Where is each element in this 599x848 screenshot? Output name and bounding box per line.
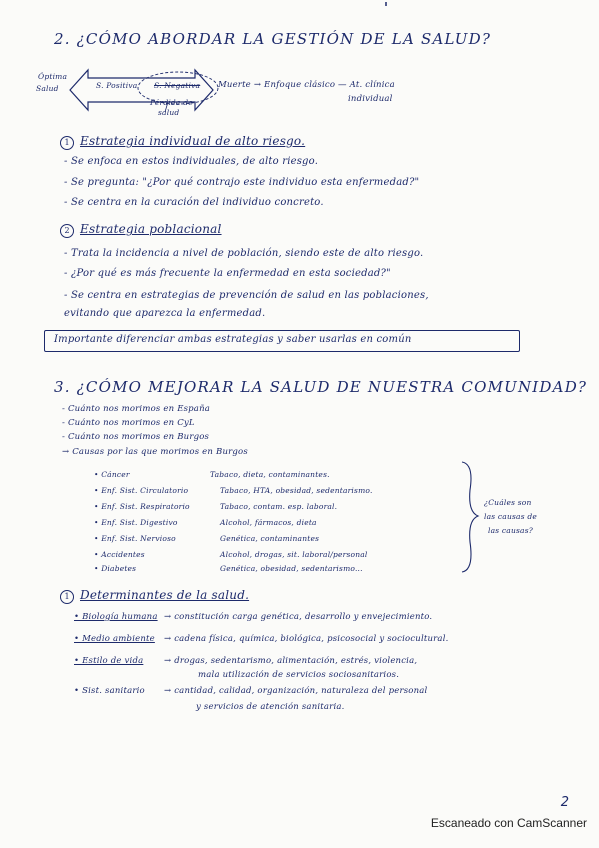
scanner-footer: Escaneado con CamScanner <box>430 816 587 830</box>
strategy2-bullet-1: - Trata la incidencia a nivel de población, siendo este de alto riesgo. <box>64 248 424 259</box>
cause-factors: Tabaco, HTA, obesidad, sedentarismo. <box>220 486 373 495</box>
brace <box>462 462 478 572</box>
section3-bullet-2: - Cuánto nos morimos en CyL <box>62 418 195 428</box>
brace-note-2: las causas de <box>484 512 537 521</box>
section3-title: 3. ¿CÓMO MEJORAR LA SALUD DE NUESTRA COMUNIDAD? <box>54 378 588 396</box>
section2-title: 2. ¿CÓMO ABORDAR LA GESTIÓN DE LA SALUD? <box>54 30 492 48</box>
strategy2-heading: Estrategia poblacional <box>80 222 222 236</box>
cause-name: • Accidentes <box>94 550 145 559</box>
diagram-chain: Muerte → Enfoque clásico — At. clínica <box>218 80 395 90</box>
diagram-left-label: Óptima <box>38 72 68 81</box>
determinant-desc-2: y servicios de atención sanitaria. <box>196 702 345 712</box>
strategy2-bullet-3: - Se centra en estrategias de prevención de salud en las poblaciones, <box>64 290 429 301</box>
strategy1-bullet-3: - Se centra en la curación del individuo concreto. <box>64 197 324 208</box>
determinant-name: • Sist. sanitario <box>74 686 145 696</box>
cause-name: • Enf. Sist. Nervioso <box>94 534 176 543</box>
cause-factors: Tabaco, contam. esp. laboral. <box>220 502 338 511</box>
strategy1-bullet-2: - Se pregunta: "¿Por qué contrajo este individuo esta enfermedad?" <box>64 177 420 188</box>
strategy2-number: 2 <box>60 224 74 238</box>
strategy1-bullet-1: - Se enfoca en estos individuales, de alto riesgo. <box>64 156 319 167</box>
cause-name: • Cáncer <box>94 470 130 479</box>
cause-factors: Genética, contaminantes <box>220 534 320 543</box>
arrow-left-label: S. Positiva <box>96 81 138 90</box>
strategy2-bullet-2: - ¿Por qué es más frecuente la enfermedad en esta sociedad?" <box>64 268 391 279</box>
determinant-desc: → drogas, sedentarismo, alimentación, estrés, violencia, <box>164 656 418 666</box>
strategy2-bullet-4: evitando que aparezca la enfermedad. <box>64 308 266 319</box>
diagram-left-label-2: Salud <box>36 84 59 93</box>
cause-name: • Diabetes <box>94 564 137 573</box>
determinant-name: • Biología humana <box>74 612 158 622</box>
determinant-desc-2: mala utilización de servicios sociosanitarios. <box>198 670 400 680</box>
note-text: Importante diferenciar ambas estrategias y saber usarlas en común <box>54 334 412 345</box>
determinants-heading: Determinantes de la salud. <box>80 588 250 602</box>
determinant-name: • Medio ambiente <box>74 634 155 644</box>
determinant-desc: → cantidad, calidad, organización, naturaleza del personal <box>164 686 428 696</box>
brace-note-1: ¿Cuáles son <box>484 498 532 507</box>
section3-bullet-4: → Causas por las que morimos en Burgos <box>62 447 248 457</box>
cause-factors: Alcohol, drogas, sit. laboral/personal <box>220 550 368 559</box>
determinant-desc: → constitución carga genética, desarrollo y envejecimiento. <box>164 612 433 622</box>
page-number: 2 <box>560 795 569 810</box>
determinant-name: • Estilo de vida <box>74 656 144 666</box>
section3-bullet-1: - Cuánto nos morimos en España <box>62 404 211 414</box>
strategy1-number: 1 <box>60 136 74 150</box>
cause-factors: Tabaco, dieta, contaminantes. <box>210 470 330 479</box>
cause-factors: Genética, obesidad, sedentarismo... <box>220 564 363 573</box>
determinant-desc: → cadena física, química, biológica, psicosocial y sociocultural. <box>164 634 449 644</box>
determinants-number: 1 <box>60 590 74 604</box>
under-label-1: Pérdida de <box>150 98 193 107</box>
under-label-2: salud <box>158 108 180 117</box>
cause-factors: Alcohol, fármacos, dieta <box>220 518 317 527</box>
strategy1-heading: Estrategia individual de alto riesgo. <box>80 134 306 148</box>
section3-bullet-3: - Cuánto nos morimos en Burgos <box>62 432 210 442</box>
brace-note-3: las causas? <box>488 526 533 535</box>
cause-name: • Enf. Sist. Digestivo <box>94 518 178 527</box>
arrow-right-label: S. Negativa <box>154 81 201 90</box>
cause-name: • Enf. Sist. Circulatorio <box>94 486 189 495</box>
diagram-chain-2: individual <box>348 94 393 104</box>
cause-name: • Enf. Sist. Respiratorio <box>94 502 190 511</box>
